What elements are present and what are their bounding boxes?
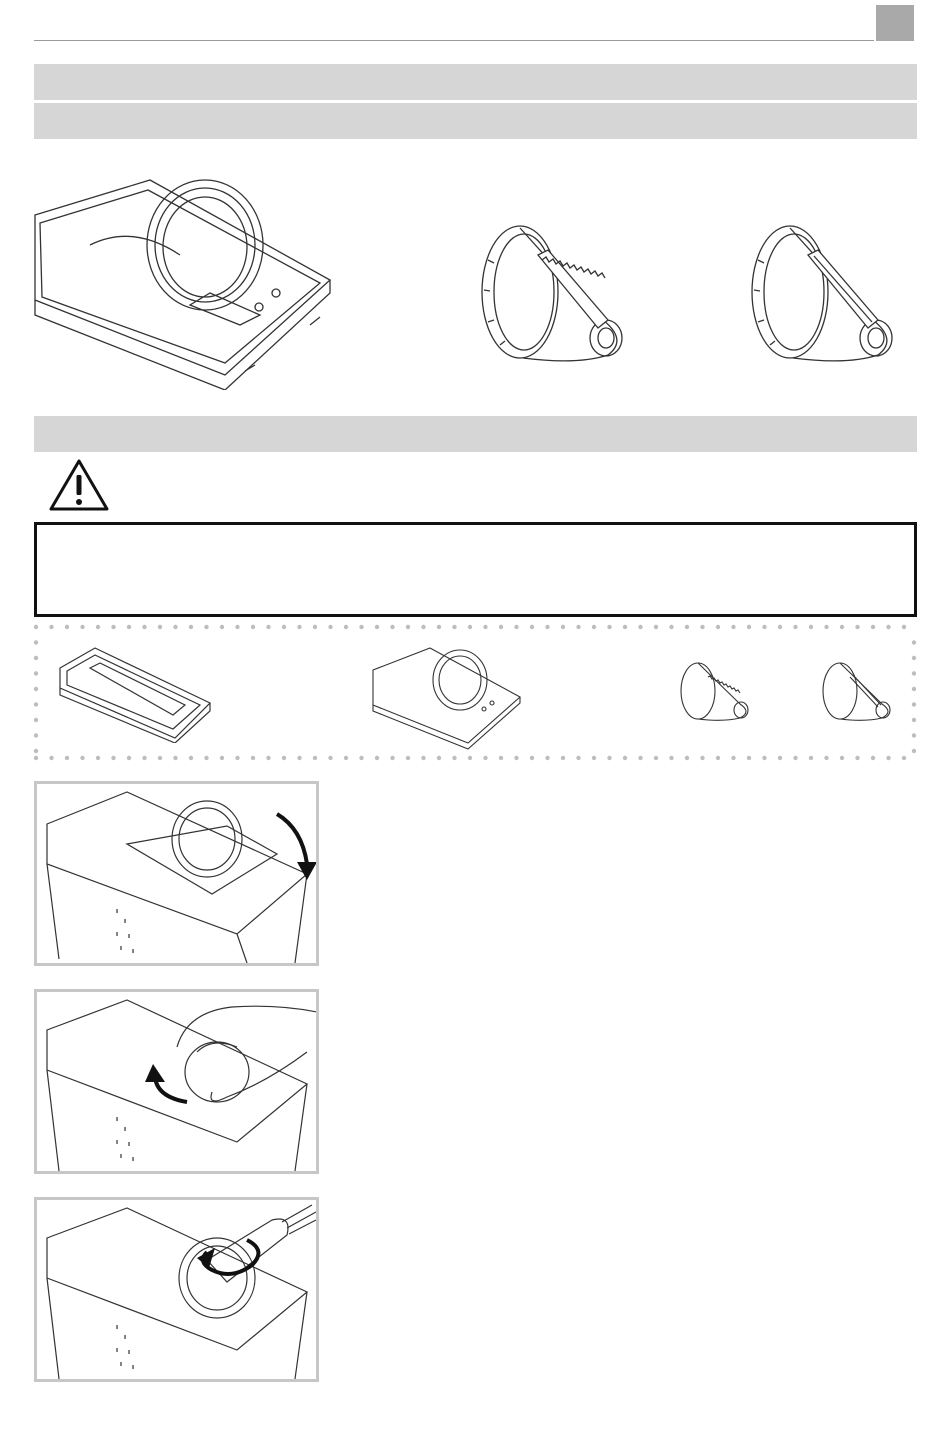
- step-3-figure: [34, 1197, 319, 1382]
- page-tab: [876, 5, 914, 41]
- slicer-base-illustration: [30, 175, 340, 390]
- header-rule: [34, 40, 874, 41]
- spiral-cone-straight-illustration: [748, 220, 908, 370]
- slicer-base-illustration-small: [370, 645, 525, 750]
- spiral-cone-serrated-illustration-small: [678, 660, 758, 722]
- step-3-illustration: [37, 1200, 316, 1379]
- section-bar-2: [34, 103, 917, 139]
- spiral-cone-serrated-illustration: [478, 220, 638, 370]
- section-bar-1: [34, 64, 917, 100]
- step-2-figure: [34, 989, 319, 1174]
- warning-triangle-icon: [47, 457, 111, 513]
- spiral-cone-straight-illustration-small: [820, 660, 900, 722]
- warning-box: [34, 522, 917, 617]
- rotate-arrow-icon: [145, 1064, 187, 1102]
- step-1-illustration: [37, 784, 316, 963]
- container-illustration-small: [55, 643, 215, 743]
- arrow-down-icon: [277, 814, 316, 880]
- step-1-figure: [34, 781, 319, 966]
- step-2-illustration: [37, 992, 316, 1171]
- section-bar-3: [34, 416, 917, 452]
